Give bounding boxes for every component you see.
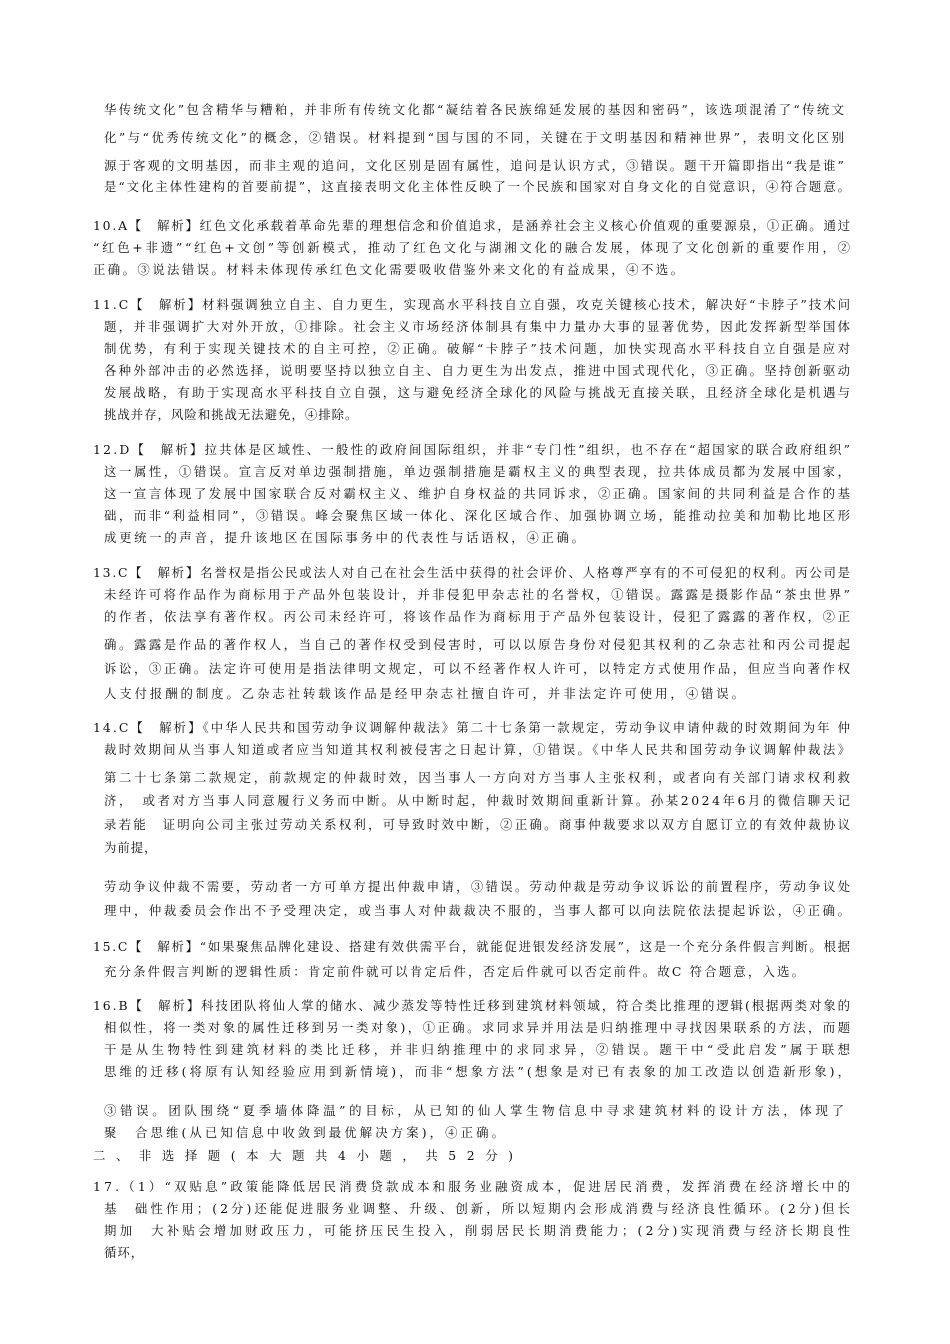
text-line: 未经许可将作品作为商标用于产品外包装设计，并非侵犯甲杂志社的名誉权，①错误。露露是摄影作品“茶虫世界” xyxy=(104,587,853,602)
text-line: 发展战略，有助于实现高水平科技自立自强，这与避免经济全球化的风险与挑战无直接关联，且经济全球化是机遇与 xyxy=(104,385,853,400)
text-line: 15.C【 解析】“如果聚焦品牌化建设、搭建有效供需平台，就能促进银发经济发展”，这是一个充分条件假言判断。根据 xyxy=(93,939,852,954)
text-line: 理中，仲裁委员会作出不予受理决定，或当事人对仲裁裁决不服的，当事人都可以向法院依法提起诉讼，④正确。 xyxy=(104,903,853,918)
text-line: 充分条件假言判断的逻辑性质：肯定前件就可以肯定后件，否定后件就可以否定前件。故C 符合题意，入选。 xyxy=(104,964,807,979)
text-line: 13.C【 解析】名誉权是指公民或法人对自己在社会生活中获得的社会评价、人格尊严享有的不可侵犯的权利。丙公司是 xyxy=(93,565,852,580)
text-line: 12.D【 解析】拉共体是区域性、一般性的政府间国际组织，并非“专门性”组织，也不存在“超国家的联合政府组织” xyxy=(93,442,853,457)
text-line: 题，并非强调扩大对外开放，①排除。社会主义市场经济体制具有集中力量办大事的显著优势，因此发挥新型举国体 xyxy=(104,319,853,334)
text-line: 劳动争议仲裁不需要，劳动者一方可单方提出仲裁申请，③错误。劳动仲裁是劳动争议诉讼的前置程序，劳动争议处 xyxy=(104,879,853,894)
text-line: 为前提， xyxy=(104,840,158,855)
text-line: 相似性，将一类对象的属性迁移到另一类对象)，①正确。求同求异并用法是归纳推理中寻找因果联系的方法，而题 xyxy=(104,1020,853,1035)
text-line: 成更统一的声音，提升该地区在国际事务中的代表性与话语权，④正确。 xyxy=(104,530,587,545)
text-line: 裁时效期间从当事人知道或者应当知道其权利被侵害之日起计算，①错误。《中华人民共和国劳动争议调解仲裁法》 xyxy=(104,742,853,757)
text-line: 化”与“优秀传统文化”的概念，②错误。材料提到“国与国的不同，关键在于文明基因和精神世界”，表明文化区别 xyxy=(104,130,847,145)
text-line: 14.C【 解析】《中华人民共和国劳动争议调解仲裁法》第二十七条第一款规定，劳动争议申请仲裁的时效期间为年 仲 xyxy=(93,720,853,735)
text-line: 二、非选择题(本大题共4小题，共52分) xyxy=(93,1148,524,1163)
text-line: 是“文化主体性建构的首要前提”，这直接表明文化主体性反映了一个民族和国家对自身文化的自觉意识，④符合题意。 xyxy=(104,179,852,194)
text-line: 基 础性作用；(2分)还能促进服务业调整、升级、创新，所以短期内会形成消费与经济良性循环。(2分)但长 xyxy=(104,1201,854,1216)
text-line: 第二十七条第二款规定，前款规定的仲裁时效，因当事人一方向对方当事人主张权利，或者向有关部门请求权利救 xyxy=(104,770,853,785)
text-line: 循环， xyxy=(104,1245,145,1260)
text-line: “红色+非遗”“红色+文创”等创新模式，推动了红色文化与湖湘文化的融合发展，体现了文化创新的重要作用，② xyxy=(93,240,853,255)
text-line: 济， 或者对方当事人同意履行义务而中断。从中断时起，仲裁时效期间重新计算。孙某2024年6月的微信聊天记 xyxy=(104,793,853,808)
text-line: 的作者，依法享有著作权。丙公司未经许可，将该作品作为商标用于产品外包装设计，侵犯了露露的著作权，②正 xyxy=(104,609,853,624)
text-line: 人支付报酬的制度。乙杂志社转载该作品是经甲杂志社擅自许可，并非法定许可使用，④错误。 xyxy=(104,686,747,701)
text-line: 正确。③说法错误。材料未体现传承红色文化需要吸收借鉴外来文化的有益成果，④不选。 xyxy=(93,262,686,277)
text-line: 诉讼，③正确。法定许可使用是指法律明文规定，可以不经著作权人许可，以特定方式使用作品，但应当向著作权 xyxy=(104,661,853,676)
text-line: 确。露露是作品的著作权人，当自己的著作权受到侵害时，可以以原告身份对侵犯其权利的乙杂志社和丙公司提起 xyxy=(104,637,853,652)
text-line: 华传统文化”包含精华与糟粕，并非所有传统文化都“凝结着各民族绵延发展的基因和密码”，该选项混淆了“传统文 xyxy=(104,102,847,117)
text-line: 制优势，有利于实现关键技术的自主可控，②正确。破解“卡脖子”技术问题，加快实现高水平科技自立自强是应对 xyxy=(104,341,853,356)
text-line: 聚 合思维(从已知信息中收敛到最优解决方案)，④正确。 xyxy=(104,1125,508,1140)
text-line: 录若能 证明向公司主张过劳动关系权利，可导致时效中断，②正确。商事仲裁要求以双方自愿订立的有效仲裁协议 xyxy=(104,817,853,832)
text-line: 16.B【 解析】科技团队将仙人掌的储水、减少蒸发等特性迁移到建筑材料领域，符合类比推理的逻辑(根据两类对象的 xyxy=(93,998,852,1013)
text-line: 础，而非“利益相同”，③错误。峰会聚焦区域一体化、深化区域合作、加强协调立场，能推动拉美和加勒比地区形 xyxy=(104,508,853,523)
text-line: 思维的迁移(将原有认知经验应用到新情境)，而非“想象方法”(想象是对已有表象的加工改造以创造新形象)， xyxy=(104,1064,854,1079)
text-line: 11.C【 解析】材料强调独立自主、自力更生，实现高水平科技自立自强，攻克关键核心技术，解决好“卡脖子”技术问 xyxy=(93,297,852,312)
text-line: 这一属性，①错误。宣言反对单边强制措施，单边强制措施是霸权主义的典型表现，拉共体成员都为发展中国家， xyxy=(104,464,853,479)
text-line: 源于客观的文明基因，而非主观的追问，文化区别是固有属性，追问是认识方式，③错误。题干开篇即指出“我是谁” xyxy=(104,158,847,173)
text-line: 10.A【 解析】红色文化承载着革命先辈的理想信念和价值追求，是涵养社会主义核心价值观的重要源泉，①正确。通过 xyxy=(93,218,852,233)
text-line: 17.（1）“双贴息”政策能降低居民消费贷款成本和服务业融资成本，促进居民消费，发挥消费在经济增长中的 xyxy=(93,1179,854,1194)
text-line: ③错误。团队围绕“夏季墙体降温”的目标，从已知的仙人掌生物信息中寻求建筑材料的设计方法，体现了 xyxy=(104,1103,848,1118)
text-line: 干是从生物特性到建筑材料的类比迁移，并非归纳推理中的求同求异，②错误。题干中“受此启发”属于联想 xyxy=(104,1042,854,1057)
text-line: 期加 大补贴会增加财政压力，可能挤压民生投入，削弱居民长期消费能力；(2分)实现消费与经济长期良性 xyxy=(104,1223,854,1238)
text-line: 各种外部冲击的必然选择，说明要坚持以独立自主、自力更生为出发点，推进中国式现代化，③正确。坚持创新驱动 xyxy=(104,363,853,378)
text-line: 这一宣言体现了发展中国家联合反对霸权主义、维护自身权益的共同诉求，②正确。国家间的共同利益是合作的基 xyxy=(104,486,853,501)
text-line: 挑战并存，风险和挑战无法避免，④排除。 xyxy=(104,407,359,422)
